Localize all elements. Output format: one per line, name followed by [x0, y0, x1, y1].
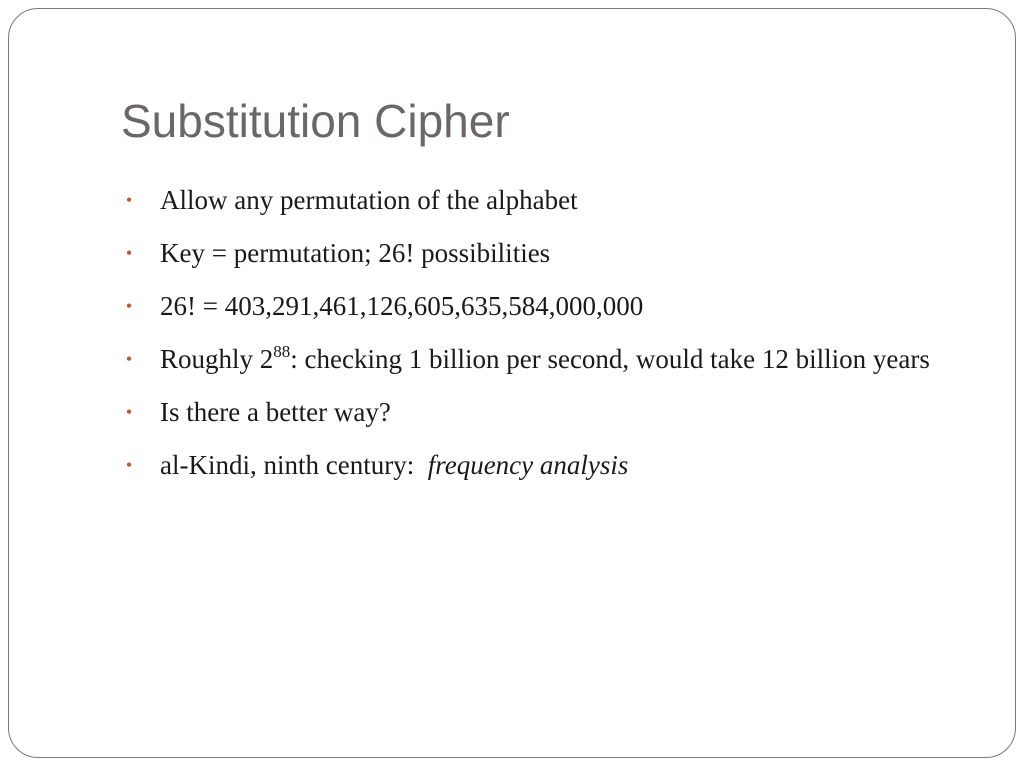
bullet-text — [160, 338, 961, 380]
bullet-text: Key = permutation; 26! possibilities — [160, 238, 551, 268]
bullet-item — [121, 232, 961, 274]
bullet-dot-icon: • — [125, 349, 133, 369]
bullet-dot-icon: • — [125, 402, 133, 422]
bullet-text: Allow any permutation of the alphabet — [160, 185, 578, 215]
italic-term: frequency analysis — [427, 450, 629, 480]
bullet-item — [121, 391, 961, 433]
bullet-text-part: : checking 1 billion per second, would take 12 billion years — [290, 344, 930, 374]
bullet-item — [121, 444, 961, 486]
bullet-text: 26! = 403,291,461,126,605,635,584,000,000 — [160, 291, 644, 321]
bullet-item — [121, 285, 961, 327]
bullet-dot-icon: • — [125, 243, 133, 263]
exponent-superscript: 88 — [273, 342, 291, 361]
bullet-item — [121, 338, 961, 380]
bullet-dot-icon: • — [125, 190, 133, 210]
bullet-dot-icon: • — [125, 296, 133, 316]
bullet-item — [121, 179, 961, 221]
bullet-text: Is there a better way? — [160, 397, 391, 427]
bullet-text — [160, 444, 961, 486]
bullet-dot-icon: • — [125, 455, 133, 475]
bullet-text-part: al-Kindi, ninth century: — [160, 450, 428, 480]
bullet-list — [121, 179, 961, 497]
slide-frame — [8, 8, 1016, 758]
bullet-text-part: Roughly 2 — [160, 344, 274, 374]
slide-title: Substitution Cipher — [121, 95, 510, 147]
